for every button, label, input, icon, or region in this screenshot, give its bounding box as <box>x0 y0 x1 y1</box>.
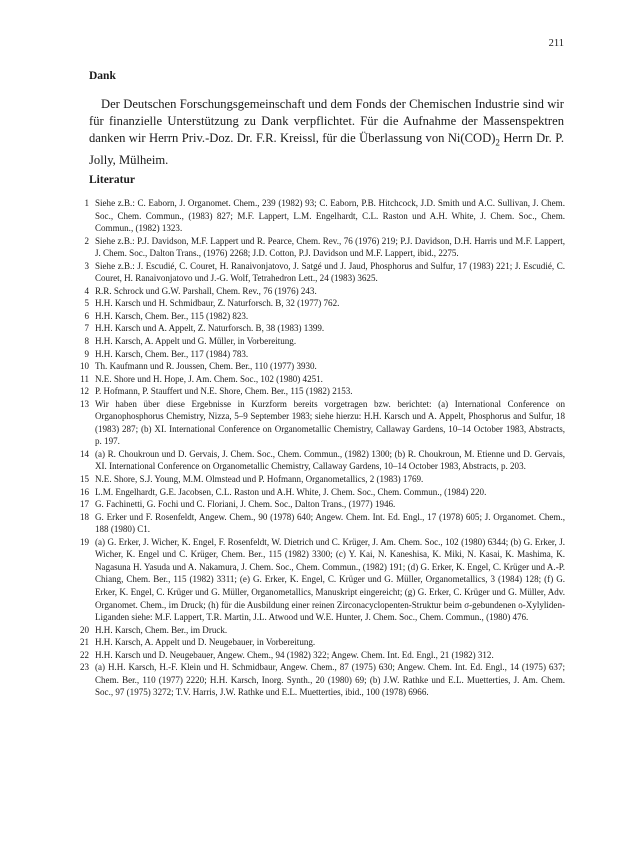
reference-text: G. Fachinetti, G. Fochi und C. Floriani, J. Chem. Soc., Dalton Trans., (1977) 1946. <box>95 499 396 510</box>
reference-item <box>70 335 565 348</box>
reference-item <box>70 661 565 699</box>
reference-text: H.H. Karsch und A. Appelt, Z. Naturforsch. B, 38 (1983) 1399. <box>95 323 325 334</box>
reference-number: 22 <box>79 649 89 660</box>
reference-item <box>70 322 565 335</box>
reference-number: 12 <box>79 386 89 397</box>
reference-number: 16 <box>79 486 89 497</box>
reference-number: 11 <box>80 373 89 384</box>
acknowledgment-paragraph <box>89 96 564 169</box>
reference-item <box>70 398 565 448</box>
reference-number: 18 <box>79 511 89 522</box>
reference-item <box>70 285 565 298</box>
reference-number: 13 <box>79 398 89 409</box>
acknowledgment-text-end: Herrn Dr. P. Jolly, Mülheim. <box>89 131 564 167</box>
reference-text: H.H. Karsch, Chem. Ber., 117 (1984) 783. <box>95 348 249 359</box>
reference-text: (a) H.H. Karsch, H.-F. Klein und H. Schmidbaur, Angew. Chem., 87 (1975) 630; Angew. Chem. Int. Ed. Engl., 14 (1975) 637; Chem. Ber., 110 (1977) 2220; H.H. Karsch, Inorg. Synth., 20 (1980) 69; (b) J.W. Rathke und E.L. Muetterties, J. Am. Chem. Soc., 97 (1975) 3272; T.V. Harris, J.W. Rathke und E.L. Muetterties, ibid., 100 (1978) 6966. <box>95 662 565 698</box>
reference-number: 23 <box>79 662 89 673</box>
reference-item <box>70 348 565 361</box>
reference-number: 1 <box>84 198 89 208</box>
reference-item <box>70 297 565 310</box>
reference-item <box>70 360 565 373</box>
reference-text: Siehe z.B.: P.J. Davidson, M.F. Lappert und R. Pearce, Chem. Rev., 76 (1976) 219; P.J. Davidson, D.H. Harris und M.F. Lappert, J. Chem. Soc., Dalton Trans., (1976) 2268; J.D. Cotton, P.J. Davidson und M.F. Lappert, ibid., 2275. <box>95 235 565 259</box>
reference-item <box>70 373 565 386</box>
reference-number: 17 <box>79 499 89 510</box>
reference-text: (a) R. Choukroun und D. Gervais, J. Chem. Soc., Chem. Commun., (1982) 1300; (b) R. Choukroun, M. Etienne und D. Gervais, XI. International Conference on Organometallic Chemistry, Callaway Gardens, 10–14 October 1983, Abstracts, p. 203. <box>95 448 565 472</box>
reference-number: 21 <box>79 637 89 648</box>
reference-text: H.H. Karsch und D. Neugebauer, Angew. Chem., 94 (1982) 322; Angew. Chem. Int. Ed. Engl., 21 (1982) 312. <box>95 649 494 660</box>
reference-number: 8 <box>84 336 89 347</box>
reference-text: Th. Kaufmann und R. Joussen, Chem. Ber., 110 (1977) 3930. <box>95 361 317 372</box>
reference-item <box>70 486 565 499</box>
reference-item <box>70 310 565 323</box>
acknowledgment-subscript: 2 <box>495 137 500 148</box>
reference-number: 7 <box>84 323 89 334</box>
reference-number: 3 <box>84 260 89 271</box>
reference-item <box>70 511 565 536</box>
reference-number: 19 <box>79 536 89 547</box>
reference-item <box>70 649 565 662</box>
reference-number: 10 <box>79 361 89 372</box>
reference-number: 2 <box>84 235 89 246</box>
reference-item <box>70 536 565 624</box>
reference-item <box>70 636 565 649</box>
reference-number: 20 <box>79 624 89 635</box>
reference-item <box>70 448 565 473</box>
reference-text: H.H. Karsch und H. Schmidbaur, Z. Naturforsch. B, 32 (1977) 762. <box>95 298 340 309</box>
reference-text: (a) G. Erker, J. Wicher, K. Engel, F. Rosenfeldt, W. Dietrich und C. Krüger, J. Am. Chem. Soc., 102 (1980) 6344; (b) G. Erker, J. Wicher, K. Engel und C. Krüger, Chem. Ber., 115 (1982) 3300; (c) Y. Kai, N. Kaneshisa, K. Miki, N. Kasai, K. Mashima, K. Nagasuna H. Yasuda und A. Nakamura, J. Chem. Soc., Chem. Commun., (1982) 191; (d) G. Erker, K. Engel, C. Krüger und A.-P. Chiang, Chem. Ber., 115 (1982) 3311; (e) G. Erker, K. Engel, C. Krüger und G. Müller, Organometallics, 3 (1984) 128; (f) G. Erker, K. Engel, C. Krüger und G. Müller, Organometallics, Manuskript eingereicht; (g) G. Erker, C. Krüger und G. Müller, Adv. Organomet. Chem., im Druck; (h) für die Ausbildung einer reinen Zirconacyclopenten-Struktur beim σ-gebundenen o-Xylyliden-Liganden siehe: M.F. Lappert, T.R. Martin, J.L. Atwood und W.E. Hunter, J. Chem. Soc., Chem. Commun., (1980) 476. <box>95 536 565 623</box>
reference-number: 14 <box>79 448 89 459</box>
acknowledgment-text: Der Deutschen Forschungsgemeinschaft und dem Fonds der Chemischen Industrie sind wir für finanzielle Unterstützung zu Dank verpflichtet. Für die Aufnahme der Massenspektren danken wir Herrn Priv.-Doz. Dr. F.R. Kreissl, für die Überlassung von Ni(COD) <box>89 97 564 145</box>
reference-item <box>70 473 565 486</box>
reference-item <box>70 260 565 285</box>
reference-number: 9 <box>84 348 89 359</box>
page-number: 211 <box>548 38 564 49</box>
reference-text: L.M. Engelhardt, G.E. Jacobsen, C.L. Raston und A.H. White, J. Chem. Soc., Chem. Commun., (1984) 220. <box>95 486 487 497</box>
reference-item <box>70 498 565 511</box>
reference-number: 4 <box>84 285 89 296</box>
reference-text: H.H. Karsch, A. Appelt und G. Müller, in Vorbereitung. <box>95 336 297 347</box>
references-heading: Literatur <box>89 174 135 186</box>
reference-item <box>70 235 565 260</box>
reference-text: N.E. Shore, S.J. Young, M.M. Olmstead und P. Hofmann, Organometallics, 2 (1983) 1769. <box>95 474 424 485</box>
reference-item <box>70 624 565 637</box>
reference-text: G. Erker und F. Rosenfeldt, Angew. Chem., 90 (1978) 640; Angew. Chem. Int. Ed. Engl., 17 (1978) 605; J. Organomet. Chem., 188 (1980) C1. <box>95 511 565 535</box>
reference-number: 5 <box>84 298 89 309</box>
reference-text: H.H. Karsch, Chem. Ber., im Druck. <box>95 624 228 635</box>
acknowledgment-heading: Dank <box>89 70 116 82</box>
reference-text: Wir haben über diese Ergebnisse in Kurzform bereits vorgetragen bzw. berichtet: (a) International Conference on Organophosphorus Chemistry, Nizza, 5–9 September 1983; siehe hierzu: H.H. Karsch und A. Appelt, Phosphorus and Sulfur, 18 (1983) 287; (b) XI. International Conference on Organometallic Chemistry, Callaway Gardens, 10–14 October 1983, Abstracts, p. 197. <box>95 398 565 447</box>
reference-text: P. Hofmann, P. Stauffert und N.E. Shore, Chem. Ber., 115 (1982) 2153. <box>95 386 353 397</box>
reference-item <box>70 385 565 398</box>
reference-number: 15 <box>79 474 89 485</box>
reference-item <box>70 197 565 235</box>
reference-list <box>70 197 565 699</box>
reference-text: Siehe z.B.: J. Escudié, C. Couret, H. Ranaivonjatovo, J. Satgé und J. Jaud, Phosphorus and Sulfur, 17 (1983) 221; J. Escudié, C. Couret, H. Ranaivonjatovo und J.-G. Wolf, Tetrahedron Lett., 24 (1983) 3625. <box>95 260 565 284</box>
reference-text: R.R. Schrock und G.W. Parshall, Chem. Rev., 76 (1976) 243. <box>95 285 317 296</box>
reference-text: H.H. Karsch, A. Appelt und D. Neugebauer, in Vorbereitung. <box>95 637 316 648</box>
reference-text: H.H. Karsch, Chem. Ber., 115 (1982) 823. <box>95 310 249 321</box>
reference-number: 6 <box>84 310 89 321</box>
reference-text: N.E. Shore und H. Hope, J. Am. Chem. Soc., 102 (1980) 4251. <box>95 373 323 384</box>
reference-text: Siehe z.B.: C. Eaborn, J. Organomet. Chem., 239 (1982) 93; C. Eaborn, P.B. Hitchcock, J.D. Smith und A.C. Sullivan, J. Chem. Soc., Chem. Commun., (1983) 827; M.F. Lappert, L.M. Engelhardt, C.L. Raston und A.H. White, J. Chem. Soc., Chem. Commun., (1982) 1323. <box>95 198 565 234</box>
